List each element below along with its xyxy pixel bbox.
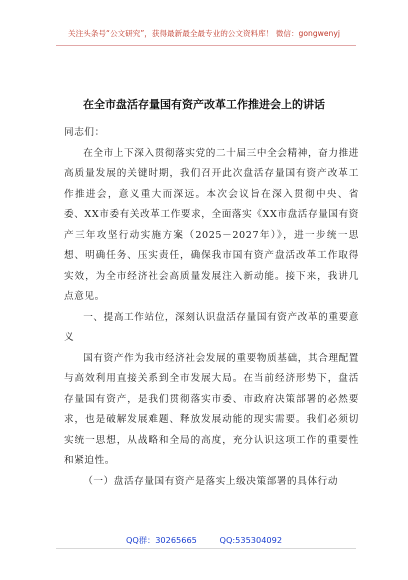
document-title: 在全市盘活存量国有资产改革工作推进会上的讲话 <box>83 98 325 111</box>
header-promo-note: 关注头条号“公文研究”，获得最新最全最专业的公文资料库！ 微信：gongwenyj <box>68 29 340 38</box>
footer-qq-number: QQ:535304092 <box>219 535 283 545</box>
paragraph-intro: 在全市上下深入贯彻落实党的二十届三中全会精神，奋力推进高质量发展的关键时期，我们召开此次盘活存量国有资产改革工作推进会，意义重大而深远。本次会议旨在深入贯彻中央、省委、XX市委有关改革工作要求，全面落实《XX市盘活存量国有资产三年攻坚行动实施方案（2025－2027年）》，进一步统一思想、明确任务、压实责任，确保我市国有资产盘活改革工作取得实效，为全市经济社会高质量发展注入新动能。接下来，我讲几点意见。 <box>64 147 359 302</box>
paragraph-section-1: 国有资产作为我市经济社会发展的重要物质基础，其合理配置与高效利用直接关系到全市发展大局。在当前经济形势下，盘活存量国有资产，是我们贯彻落实市委、市政府决策部署的必然要求，也是破解发展难题、释放发展动能的现实需要。我们必须切实统一思想，从战略和全局的高度，充分认识这项工作的重要性和紧迫性。 <box>64 352 359 466</box>
footer-divider <box>56 548 356 549</box>
header-divider <box>56 45 356 46</box>
footer-qq-group: QQ群：30265665 <box>125 535 197 545</box>
subsection-heading-1: （一）盘活存量国有资产是落实上级决策部署的具体行动 <box>83 475 339 487</box>
footer-contact <box>0 535 408 546</box>
document-body <box>64 123 359 492</box>
section-heading-1: 一、提高工作站位，深刻认识盘活存量国有资产改革的重要意义 <box>64 311 359 343</box>
salutation: 同志们： <box>64 127 105 138</box>
